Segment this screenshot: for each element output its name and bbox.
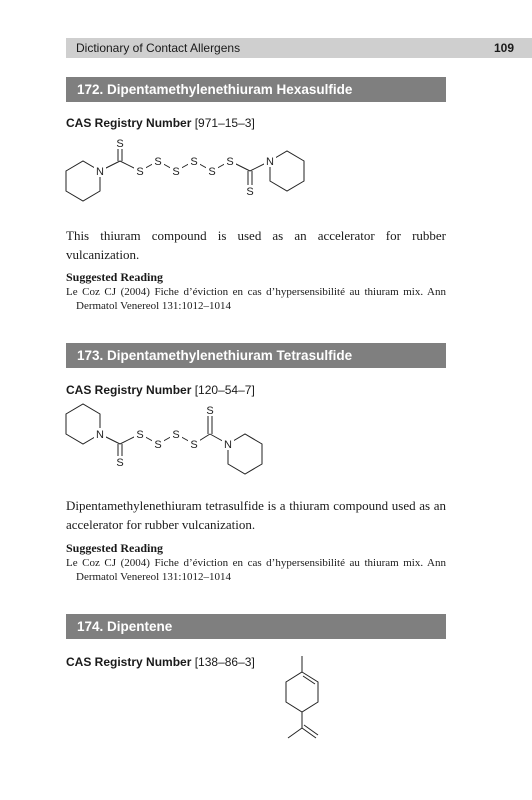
- cas-number: [138–86–3]: [194, 655, 255, 669]
- entry-173-reading-ref: Le Coz CJ (2004) Fiche d’éviction en cas d’hypersensibilité au thiuram mix. Ann Dermatol Venereol 131:1012–1014: [66, 557, 446, 583]
- entry-174-cas: [66, 655, 255, 669]
- sulfur-atom: S: [172, 166, 180, 178]
- sulfur-atom: S: [116, 457, 124, 469]
- entry-172-reading-title: Suggested Reading: [66, 270, 164, 284]
- nitrogen-atom: N: [266, 156, 274, 168]
- sulfur-atom: S: [172, 429, 180, 441]
- entry-172-title: 172. Dipentamethylenethiuram Hexasulfide: [66, 77, 446, 102]
- entry-174-title: 174. Dipentene: [66, 614, 446, 639]
- entry-174-structure: [280, 652, 340, 748]
- sulfur-atom: S: [206, 405, 214, 417]
- sulfur-atom: S: [208, 166, 216, 178]
- sulfur-atom: S: [190, 156, 198, 168]
- nitrogen-atom: N: [224, 439, 232, 451]
- entry-173-title: 173. Dipentamethylenethiuram Tetrasulfide: [66, 343, 446, 368]
- entry-173-reading-title: Suggested Reading: [66, 541, 164, 555]
- sulfur-atom: S: [246, 186, 254, 198]
- entry-172-description: This thiuram compound is used as an accelerator for rubber vulcanization.: [66, 228, 446, 262]
- nitrogen-atom: N: [96, 429, 104, 441]
- entry-173-description: Dipentamethylenethiuram tetrasulfide is a thiuram compound used as an accelerator for rubber vulcanization.: [66, 498, 446, 532]
- cas-label: CAS Registry Number: [66, 383, 192, 397]
- page-number: 109: [493, 41, 514, 55]
- entry-172-structure: [60, 135, 340, 215]
- entry-173-cas: [66, 383, 255, 397]
- sulfur-atom: S: [154, 156, 162, 168]
- sulfur-atom: S: [116, 138, 124, 150]
- sulfur-atom: S: [136, 166, 144, 178]
- sulfur-atom: S: [136, 429, 144, 441]
- cas-number: [120–54–7]: [194, 383, 255, 397]
- cas-label: CAS Registry Number: [66, 655, 192, 669]
- running-header: [66, 38, 532, 58]
- sulfur-atom: S: [226, 156, 234, 168]
- sulfur-atom: S: [190, 439, 198, 451]
- entry-172-cas: [66, 116, 255, 130]
- cas-number: [971–15–3]: [194, 116, 255, 130]
- entry-172-reading-ref: Le Coz CJ (2004) Fiche d’éviction en cas d’hypersensibilité au thiuram mix. Ann Dermatol Venereol 131:1012–1014: [66, 286, 446, 312]
- sulfur-atom: S: [154, 439, 162, 451]
- cas-label: CAS Registry Number: [66, 116, 192, 130]
- entry-173-structure: [60, 400, 280, 480]
- running-header-title: Dictionary of Contact Allergens: [76, 41, 241, 55]
- nitrogen-atom: N: [96, 166, 104, 178]
- cyclohexene-ring: [286, 672, 318, 712]
